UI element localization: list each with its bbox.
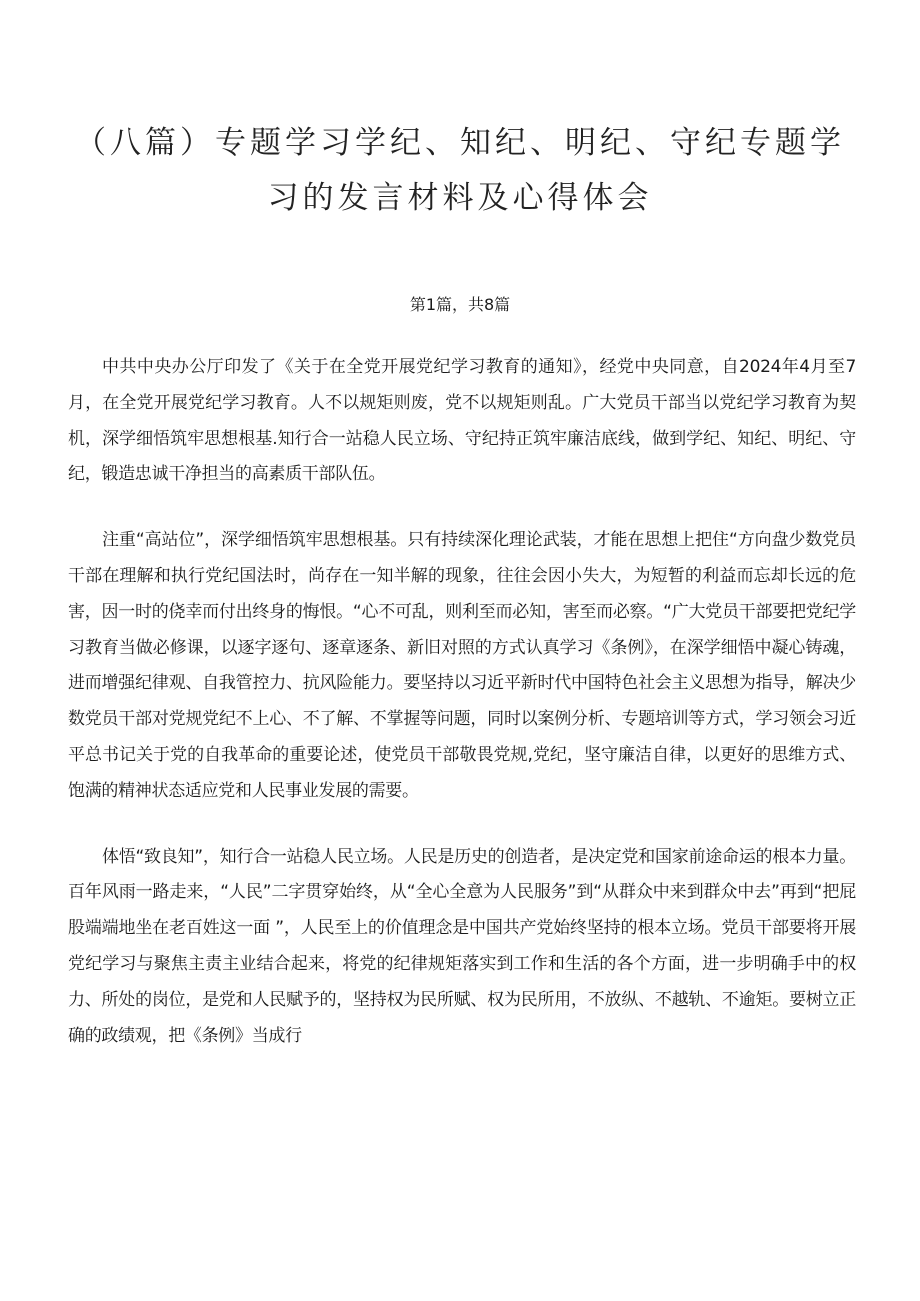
document-title: （八篇）专题学习学纪、知纪、明纪、守纪专题学习的发言材料及心得体会 <box>75 125 845 216</box>
paragraph-1: 中共中央办公厅印发了《关于在全党开展党纪学习教育的通知》，经党中央同意，自2024年4月至7月，在全党开展党纪学习教育。人不以规矩则废，党不以规矩则乱。广大党员干部当以党纪学习教育为契机，深学细悟筑牢思想根基.知行合一站稳人民立场、守纪持正筑牢廉洁底线，做到学纪、知纪、明纪、守纪，锻造忠诚干净担当的高素质干部队伍。 <box>68 357 856 485</box>
section-heading: 第1篇，共8篇 <box>409 295 511 314</box>
document-body <box>68 350 856 1084</box>
paragraph-2: 注重“高站位”，深学细悟筑牢思想根基。只有持续深化理论武装，才能在思想上把住“方向盘少数党员干部在理解和执行党纪国法时，尚存在一知半解的现象，往往会因小失大，为短暂的利益而忘却长远的危害，因一时的侥幸而付出终身的悔恨。“心不可乱，则利至而必知，害至而必察。“广大党员干部要把党纪学习教育当做必修课，以逐字逐句、逐章逐条、新旧对照的方式认真学习《条例》，在深学细悟中凝心铸魂，进而增强纪律观、自我管控力、抗风险能力。要坚持以习近平新时代中国特色社会主义思想为指导，解决少数党员干部对党规党纪不上心、不了解、不掌握等问题，同时以案例分析、专题培训等方式，学习领会习近平总书记关于党的自我革命的重要论述，使党员干部敬畏党规,党纪，坚守廉洁自律，以更好的思维方式、饱满的精神状态适应党和人民事业发展的需要。 <box>68 530 856 801</box>
paragraph-3: 体悟“致良知”，知行合一站稳人民立场。人民是历史的创造者，是决定党和国家前途命运的根本力量。百年风雨一路走来，“人民”二字贯穿始终，从“全心全意为人民服务”到“从群众中来到群众中去”再到“把屁股端端地坐在老百姓这一面 ”，人民至上的价值理念是中国共产党始终坚持的根本立场。党员干部要将开展党纪学习与聚焦主责主业结合起来，将党的纪律规矩落实到工作和生活的各个方面，进一步明确手中的权力、所处的岗位，是党和人民赋予的，坚持权为民所赋、权为民所用，不放纵、不越轨、不逾矩。要树立正确的政绩观，把《条例》当成行 <box>68 846 856 1046</box>
